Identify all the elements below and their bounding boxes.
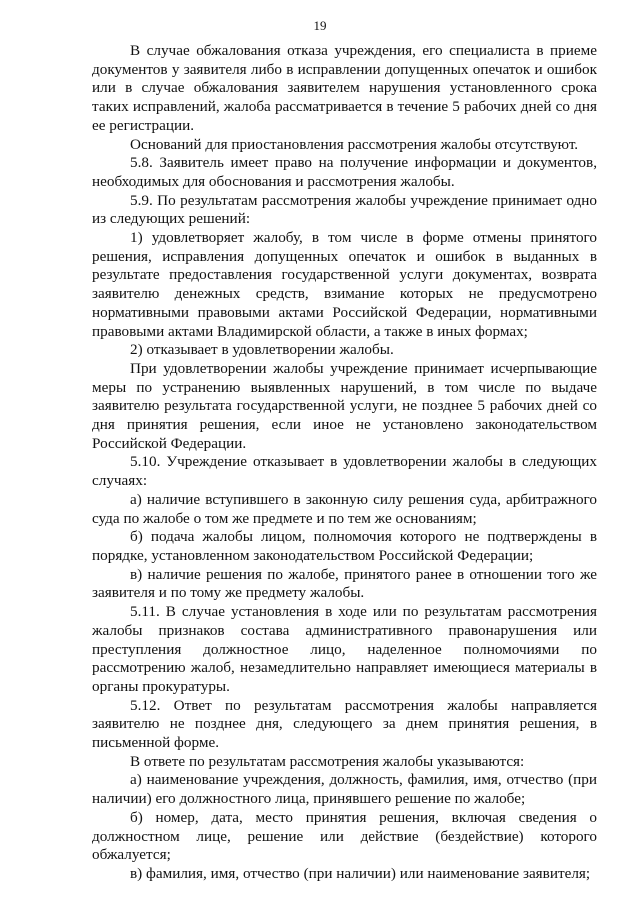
paragraph-5-8: 5.8. Заявитель имеет право на получение информации и документов, необходимых для обоснования и рассмотрения жалобы. bbox=[92, 154, 597, 190]
paragraph-no-suspension-grounds: Оснований для приостановления рассмотрения жалобы отсутствуют. bbox=[130, 135, 579, 153]
paragraph-5-9-item-2: 2) отказывает в удовлетворении жалобы. bbox=[130, 341, 394, 359]
paragraph-5-9: 5.9. По результатам рассмотрения жалобы учреждение принимает одно из следующих решений: bbox=[92, 191, 597, 228]
paragraph-5-11: 5.11. В случае установления в ходе или по результатам рассмотрения жалобы признаков состава административного правонарушения или преступления должностное лицо, наделенное полномочиями по рассмотрению жалоб, незамедлительно направляет имеющиеся материалы в органы прокуратуры. bbox=[92, 603, 597, 695]
page-number: 19 bbox=[313, 18, 327, 33]
paragraph-5-10-item-a: а) наличие вступившего в законную силу решения суда, арбитражного суда по жалобе о том же предмете и по тем же основаниям; bbox=[92, 490, 597, 527]
paragraph-response-contents: В ответе по результатам рассмотрения жалобы указываются: bbox=[130, 752, 525, 770]
paragraph-response-item-b: б) номер, дата, место принятия решения, включая сведения о должностном лице, решение или действие (бездействие) которого обжалуется; bbox=[92, 808, 597, 864]
paragraph-5-10-item-c: в) наличие решения по жалобе, принятого ранее в отношении того же заявителя и по тому же предмету жалобы. bbox=[92, 565, 597, 602]
paragraph-5-10: 5.10. Учреждение отказывает в удовлетворении жалобы в следующих случаях: bbox=[92, 453, 597, 490]
paragraph-5-10-item-b: б) подача жалобы лицом, полномочия которого не подтверждены в порядке, установленном законодательством Российской Федерации; bbox=[92, 528, 597, 564]
paragraph-5-9-item-1: 1) удовлетворяет жалобу, в том числе в форме отмены принятого решения, исправления допущенных опечаток и ошибок в выданных в результате предоставления государственной услуги документах, возврата заявителю денежных средств, взимание которых не предусмотрено нормативными правовыми актами Российской Федерации, нормативными правовыми актами Владимирской области, а также в иных формах; bbox=[92, 229, 597, 340]
paragraph-satisfaction-measures: При удовлетворении жалобы учреждение принимает исчерпывающие меры по устранению выявленных нарушений, в том числе по выдаче заявителю результата государственной услуги, не позднее 5 рабочих дней со дня принятия решения, если иное не установлено законодательством Российской Федерации. bbox=[92, 359, 597, 452]
paragraph-response-item-a: а) наименование учреждения, должность, фамилия, имя, отчество (при наличии) его должностного лица, принявшего решение по жалобе; bbox=[92, 771, 597, 808]
paragraph-5-12: 5.12. Ответ по результатам рассмотрения жалобы направляется заявителю не позднее дня, следующего за днем принятия решения, в письменной форме. bbox=[92, 696, 597, 752]
document-body bbox=[92, 42, 597, 884]
paragraph-response-item-c: в) фамилия, имя, отчество (при наличии) или наименование заявителя; bbox=[130, 864, 591, 882]
paragraph-appeal-review-term: В случае обжалования отказа учреждения, его специалиста в приеме документов у заявителя либо в исправлении допущенных опечаток и ошибок или в случае обжалования заявителем нарушения установленного срока таких исправлений, жалоба рассматривается в течение 5 рабочих дней со дня ее регистрации. bbox=[92, 42, 597, 134]
